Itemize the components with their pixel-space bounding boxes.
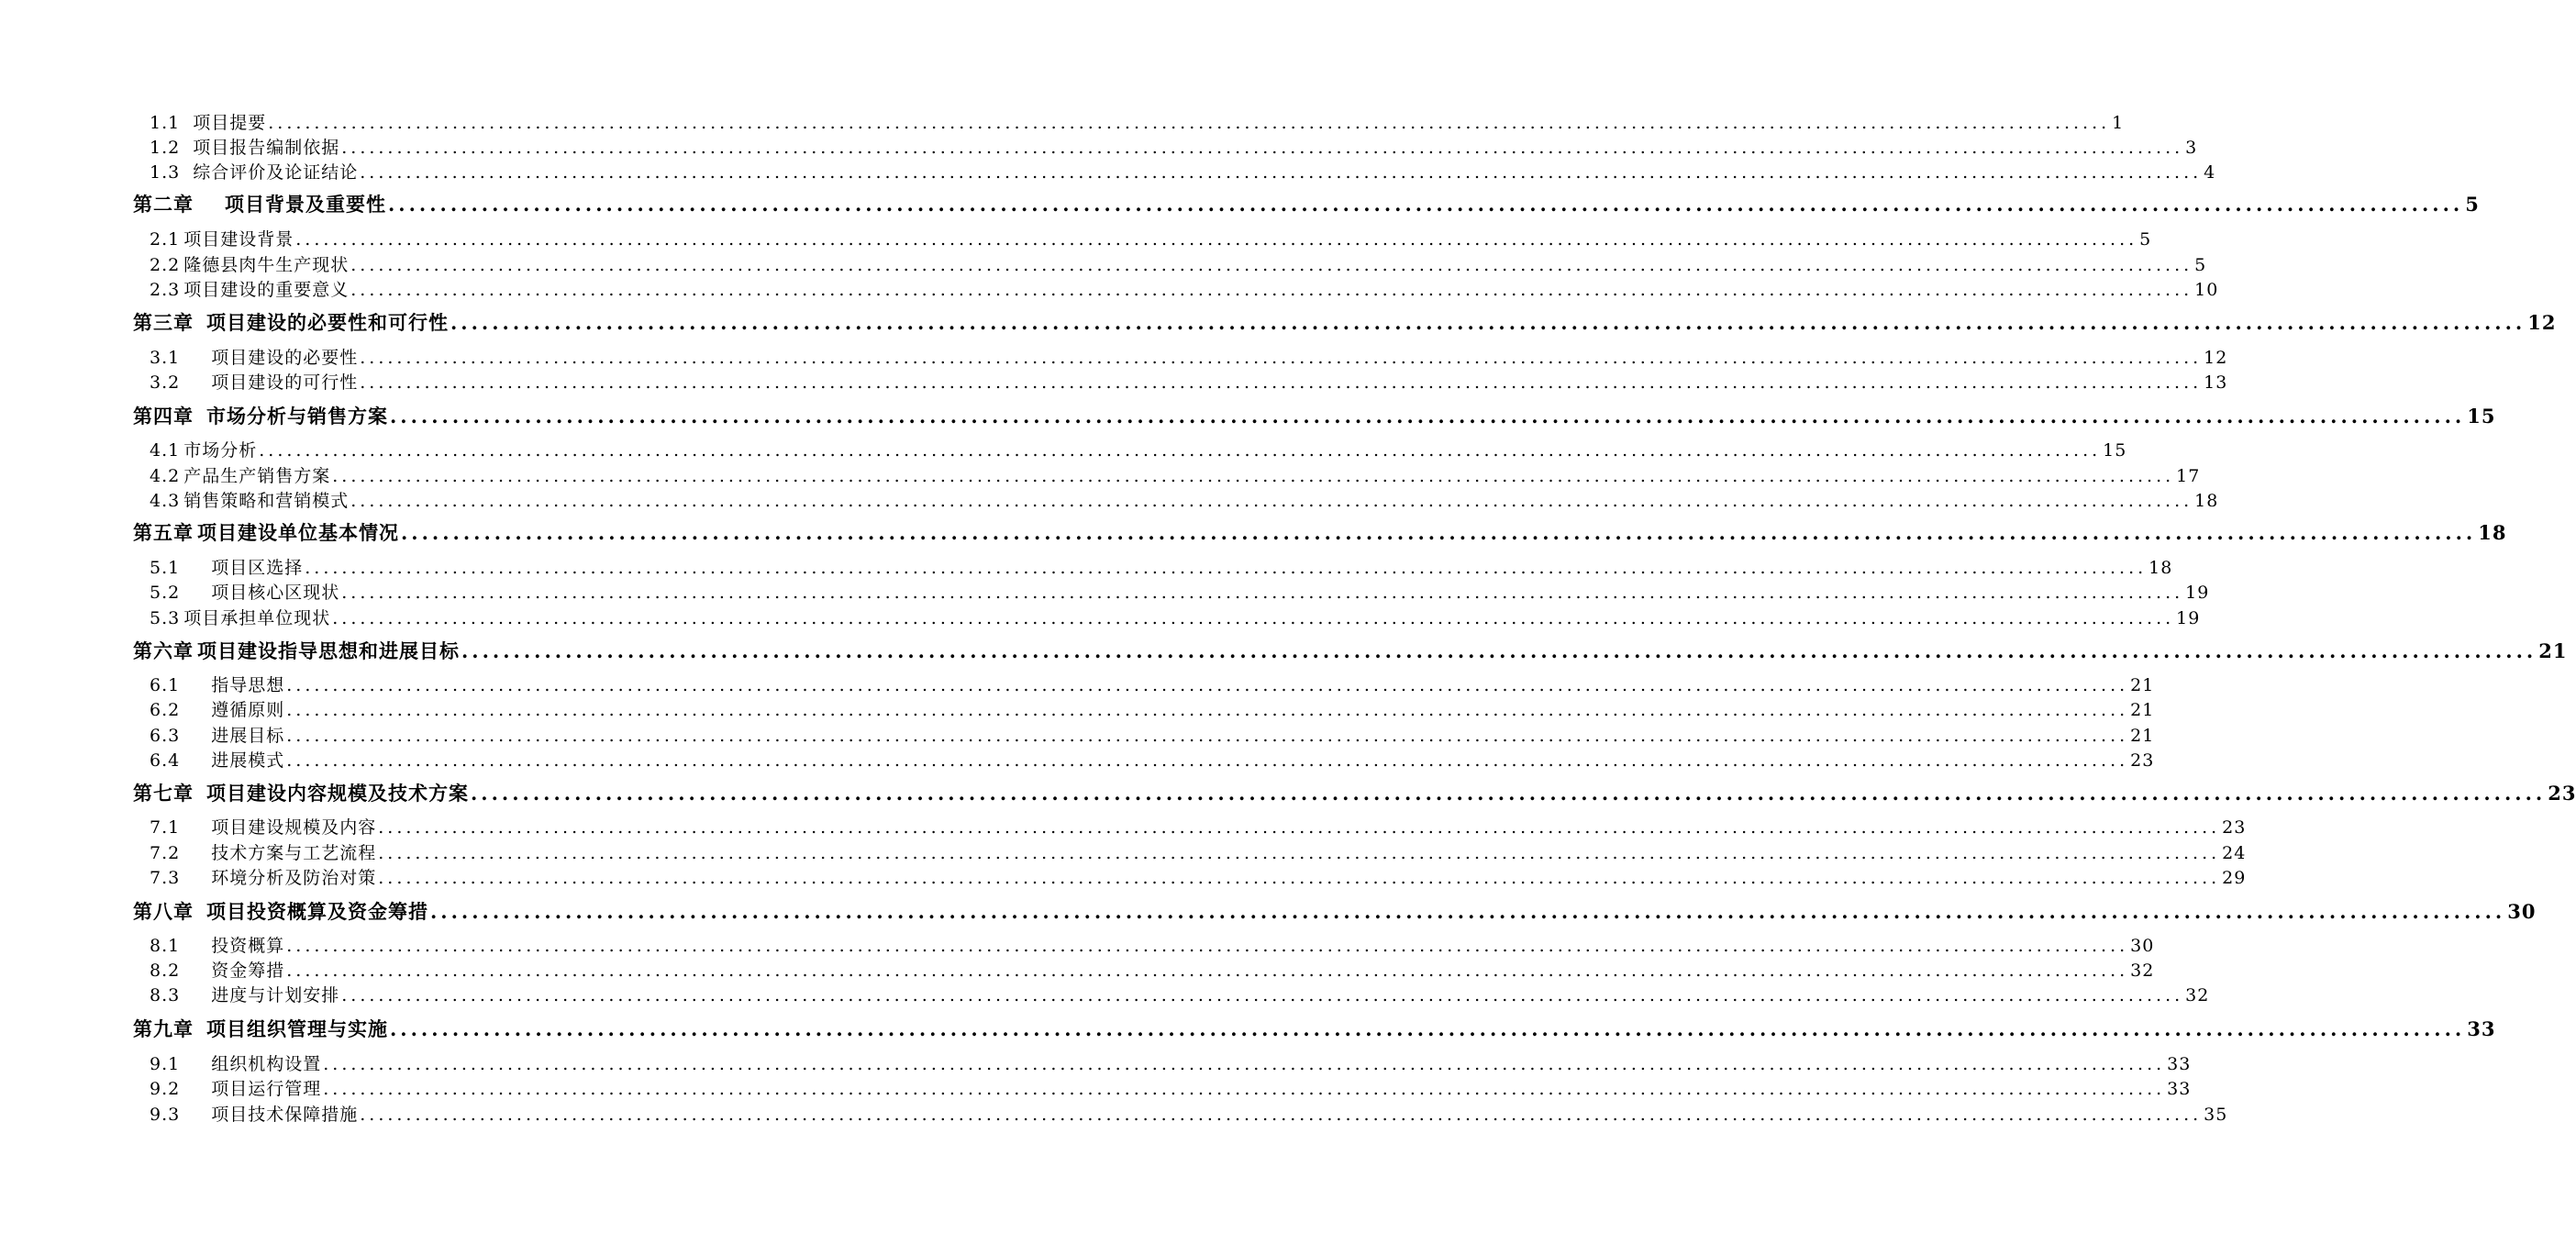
dot-leader: ........................................................................................................................................................................................................ (430, 900, 2506, 923)
dot-leader: ........................................................................................................................................................................................................ (286, 726, 2129, 746)
section-title: 市场分析 (183, 440, 258, 461)
chapter-title: 项目组织管理与实施 (206, 1017, 388, 1040)
dot-leader: ........................................................................................................................................................................................................ (350, 491, 2193, 511)
chapter-title: 项目建设内容规模及技术方案 (206, 782, 469, 805)
page-number: 13 (2204, 372, 2228, 393)
page-number: 35 (2204, 1105, 2228, 1125)
dot-leader: ........................................................................................................................................................................................................ (401, 521, 2477, 544)
toc-chapter-entry[interactable] (133, 781, 2576, 805)
section-number: 2.3 (150, 280, 181, 300)
dot-leader: ........................................................................................................................................................................................................ (388, 193, 2464, 216)
dot-leader: ........................................................................................................................................................................................................ (332, 608, 2175, 628)
page-number: 21 (2538, 639, 2568, 662)
chapter-title: 项目投资概算及资金筹措 (206, 900, 428, 923)
section-title: 项目建设的重要意义 (183, 280, 350, 300)
page-number: 15 (2467, 405, 2496, 428)
section-number: 1.3 (150, 162, 181, 183)
toc-section-entry[interactable] (150, 439, 2127, 461)
chapter-title: 项目建设指导思想和进展目标 (197, 639, 460, 662)
toc-section-entry[interactable] (150, 674, 2155, 695)
section-number: 2.1 (150, 229, 181, 250)
section-title: 遵循原则 (211, 700, 285, 720)
dot-leader: ........................................................................................................................................................................................................ (360, 162, 2203, 183)
page-number: 23 (2222, 817, 2247, 838)
page-number: 4 (2204, 162, 2216, 183)
chapter-title: 项目建设的必要性和可行性 (206, 311, 449, 334)
section-title: 销售策略和营销模式 (183, 491, 350, 511)
section-title: 资金筹措 (211, 961, 285, 981)
toc-section-entry[interactable] (150, 254, 2207, 275)
toc-section-entry[interactable] (150, 279, 2219, 300)
page-number: 29 (2222, 868, 2247, 888)
section-number: 4.1 (150, 440, 181, 461)
section-number: 8.1 (150, 936, 181, 956)
page-number: 32 (2130, 961, 2155, 981)
section-number: 1.2 (150, 138, 181, 158)
page-number: 12 (2527, 311, 2557, 334)
toc-chapter-entry[interactable] (133, 639, 2568, 662)
section-title: 项目技术保障措施 (211, 1105, 359, 1125)
toc-chapter-entry[interactable] (133, 310, 2557, 334)
dot-leader: ........................................................................................................................................................................................................ (286, 675, 2129, 695)
dot-leader: ........................................................................................................................................................................................................ (378, 868, 2221, 888)
section-number: 5.2 (150, 583, 181, 603)
section-number: 1.1 (150, 113, 181, 133)
page-number: 1 (2112, 113, 2125, 133)
page-number: 24 (2222, 843, 2247, 863)
dot-leader: ........................................................................................................................................................................................................ (332, 466, 2175, 486)
toc-section-entry[interactable] (150, 1104, 2228, 1125)
page-number: 21 (2130, 700, 2155, 720)
page-number: 5 (2139, 229, 2152, 250)
page-number: 10 (2194, 280, 2219, 300)
chapter-number: 第四章 (133, 405, 194, 428)
toc-section-entry[interactable] (150, 984, 2210, 1005)
dot-leader: ........................................................................................................................................................................................................ (360, 348, 2203, 368)
section-title: 项目区选择 (211, 558, 304, 578)
section-title: 环境分析及防治对策 (211, 868, 377, 888)
section-number: 6.3 (150, 726, 181, 746)
page-number: 30 (2130, 936, 2155, 956)
page-number: 32 (2185, 985, 2210, 1005)
section-number: 6.2 (150, 700, 181, 720)
chapter-number: 第二章 (133, 193, 194, 216)
chapter-number: 第六章 (133, 639, 194, 662)
section-number: 5.1 (150, 558, 181, 578)
section-number: 6.4 (150, 750, 181, 771)
dot-leader: ........................................................................................................................................................................................................ (390, 405, 2466, 428)
section-number: 7.1 (150, 817, 181, 838)
dot-leader: ........................................................................................................................................................................................................ (350, 280, 2193, 300)
section-number: 3.1 (150, 348, 181, 368)
section-title: 指导思想 (211, 675, 285, 695)
page-number: 18 (2478, 521, 2507, 544)
section-number: 7.2 (150, 843, 181, 863)
section-number: 4.3 (150, 491, 181, 511)
section-number: 9.2 (150, 1079, 181, 1099)
section-number: 2.2 (150, 255, 181, 275)
section-title: 组织机构设置 (211, 1054, 322, 1074)
toc-section-entry[interactable] (150, 816, 2247, 838)
toc-section-entry[interactable] (150, 867, 2247, 888)
toc-section-entry[interactable] (150, 228, 2152, 250)
dot-leader: ........................................................................................................................................................................................................ (323, 1054, 2166, 1074)
section-title: 项目建设的可行性 (211, 372, 359, 393)
section-title: 项目承担单位现状 (183, 608, 331, 628)
dot-leader: ........................................................................................................................................................................................................ (286, 961, 2129, 981)
toc-section-entry[interactable] (150, 112, 2125, 133)
section-number: 4.2 (150, 466, 181, 486)
dot-leader: ........................................................................................................................................................................................................ (350, 255, 2193, 275)
toc-section-entry[interactable] (150, 465, 2201, 486)
page-number: 19 (2176, 608, 2201, 628)
dot-leader: ........................................................................................................................................................................................................ (471, 782, 2547, 805)
section-title: 进展模式 (211, 750, 285, 771)
dot-leader: ........................................................................................................................................................................................................ (450, 311, 2526, 334)
dot-leader: ........................................................................................................................................................................................................ (360, 372, 2203, 393)
dot-leader: ........................................................................................................................................................................................................ (341, 583, 2184, 603)
page-number: 21 (2130, 726, 2155, 746)
dot-leader: ........................................................................................................................................................................................................ (341, 138, 2184, 158)
section-number: 5.3 (150, 608, 181, 628)
toc-section-entry[interactable] (150, 935, 2155, 956)
chapter-number: 第九章 (133, 1017, 194, 1040)
section-number: 9.1 (150, 1054, 181, 1074)
section-title: 项目建设的必要性 (211, 348, 359, 368)
section-title: 产品生产销售方案 (183, 466, 331, 486)
toc-section-entry[interactable] (150, 161, 2216, 183)
section-title: 项目提要 (193, 113, 267, 133)
page-number: 17 (2176, 466, 2201, 486)
page-number: 18 (2194, 491, 2219, 511)
toc-chapter-entry[interactable] (133, 404, 2496, 428)
toc-chapter-entry[interactable] (133, 899, 2537, 923)
section-title: 投资概算 (211, 936, 285, 956)
toc-chapter-entry[interactable] (133, 520, 2507, 544)
dot-leader: ........................................................................................................................................................................................................ (323, 1079, 2166, 1099)
toc-chapter-entry[interactable] (133, 192, 2480, 216)
toc-section-entry[interactable] (150, 725, 2155, 746)
toc-section-entry[interactable] (150, 1078, 2192, 1099)
page-number: 33 (2167, 1054, 2192, 1074)
dot-leader: ........................................................................................................................................................................................................ (461, 639, 2537, 662)
section-title: 进度与计划安排 (211, 985, 340, 1005)
section-title: 进展目标 (211, 726, 285, 746)
section-title: 技术方案与工艺流程 (211, 843, 377, 863)
section-number: 7.3 (150, 868, 181, 888)
section-title: 综合评价及论证结论 (193, 162, 359, 183)
toc-section-entry[interactable] (150, 960, 2155, 981)
dot-leader: ........................................................................................................................................................................................................ (286, 936, 2129, 956)
toc-section-entry[interactable] (150, 490, 2219, 511)
chapter-number: 第七章 (133, 782, 194, 805)
section-title: 项目建设规模及内容 (211, 817, 377, 838)
section-title: 项目建设背景 (183, 229, 294, 250)
page-number: 5 (2194, 255, 2207, 275)
dot-leader: ........................................................................................................................................................................................................ (259, 440, 2102, 461)
chapter-title: 市场分析与销售方案 (206, 405, 388, 428)
toc-section-entry[interactable] (150, 842, 2247, 863)
dot-leader: ........................................................................................................................................................................................................ (378, 817, 2221, 838)
toc-section-entry[interactable] (150, 750, 2155, 771)
dot-leader: ........................................................................................................................................................................................................ (305, 558, 2148, 578)
page-number: 3 (2185, 138, 2198, 158)
dot-leader: ........................................................................................................................................................................................................ (378, 843, 2221, 863)
toc-section-entry[interactable] (150, 699, 2155, 720)
toc-section-entry[interactable] (150, 137, 2198, 158)
chapter-title: 项目背景及重要性 (225, 193, 386, 216)
chapter-number: 第八章 (133, 900, 194, 923)
section-title: 项目报告编制依据 (193, 138, 340, 158)
toc-section-entry[interactable] (150, 607, 2201, 628)
dot-leader: ........................................................................................................................................................................................................ (295, 229, 2138, 250)
dot-leader: ........................................................................................................................................................................................................ (268, 113, 2111, 133)
toc-section-entry[interactable] (150, 582, 2210, 603)
chapter-title: 项目建设单位基本情况 (197, 521, 399, 544)
section-number: 9.3 (150, 1105, 181, 1125)
dot-leader: ........................................................................................................................................................................................................ (341, 985, 2184, 1005)
page-number: 18 (2149, 558, 2173, 578)
section-title: 项目核心区现状 (211, 583, 340, 603)
chapter-number: 第三章 (133, 311, 194, 334)
page-number: 12 (2204, 348, 2228, 368)
toc-section-entry[interactable] (150, 557, 2173, 578)
dot-leader: ........................................................................................................................................................................................................ (286, 700, 2129, 720)
page-number: 33 (2167, 1079, 2192, 1099)
section-number: 8.2 (150, 961, 181, 981)
dot-leader: ........................................................................................................................................................................................................ (390, 1017, 2466, 1040)
section-title: 隆德县肉牛生产现状 (183, 255, 350, 275)
page-number: 33 (2467, 1017, 2496, 1040)
page-number: 5 (2465, 193, 2480, 216)
chapter-number: 第五章 (133, 521, 194, 544)
section-title: 项目运行管理 (211, 1079, 322, 1099)
toc-section-entry[interactable] (150, 1053, 2192, 1074)
dot-leader: ........................................................................................................................................................................................................ (360, 1105, 2203, 1125)
page-number: 21 (2130, 675, 2155, 695)
section-number: 3.2 (150, 372, 181, 393)
toc-chapter-entry[interactable] (133, 1016, 2496, 1040)
page-number: 23 (2130, 750, 2155, 771)
section-number: 6.1 (150, 675, 181, 695)
toc-section-entry[interactable] (150, 372, 2228, 393)
page-number: 15 (2103, 440, 2127, 461)
dot-leader: ........................................................................................................................................................................................................ (286, 750, 2129, 771)
section-number: 8.3 (150, 985, 181, 1005)
page-number: 23 (2548, 782, 2576, 805)
toc-section-entry[interactable] (150, 347, 2228, 368)
page-number: 30 (2507, 900, 2537, 923)
page-number: 19 (2185, 583, 2210, 603)
